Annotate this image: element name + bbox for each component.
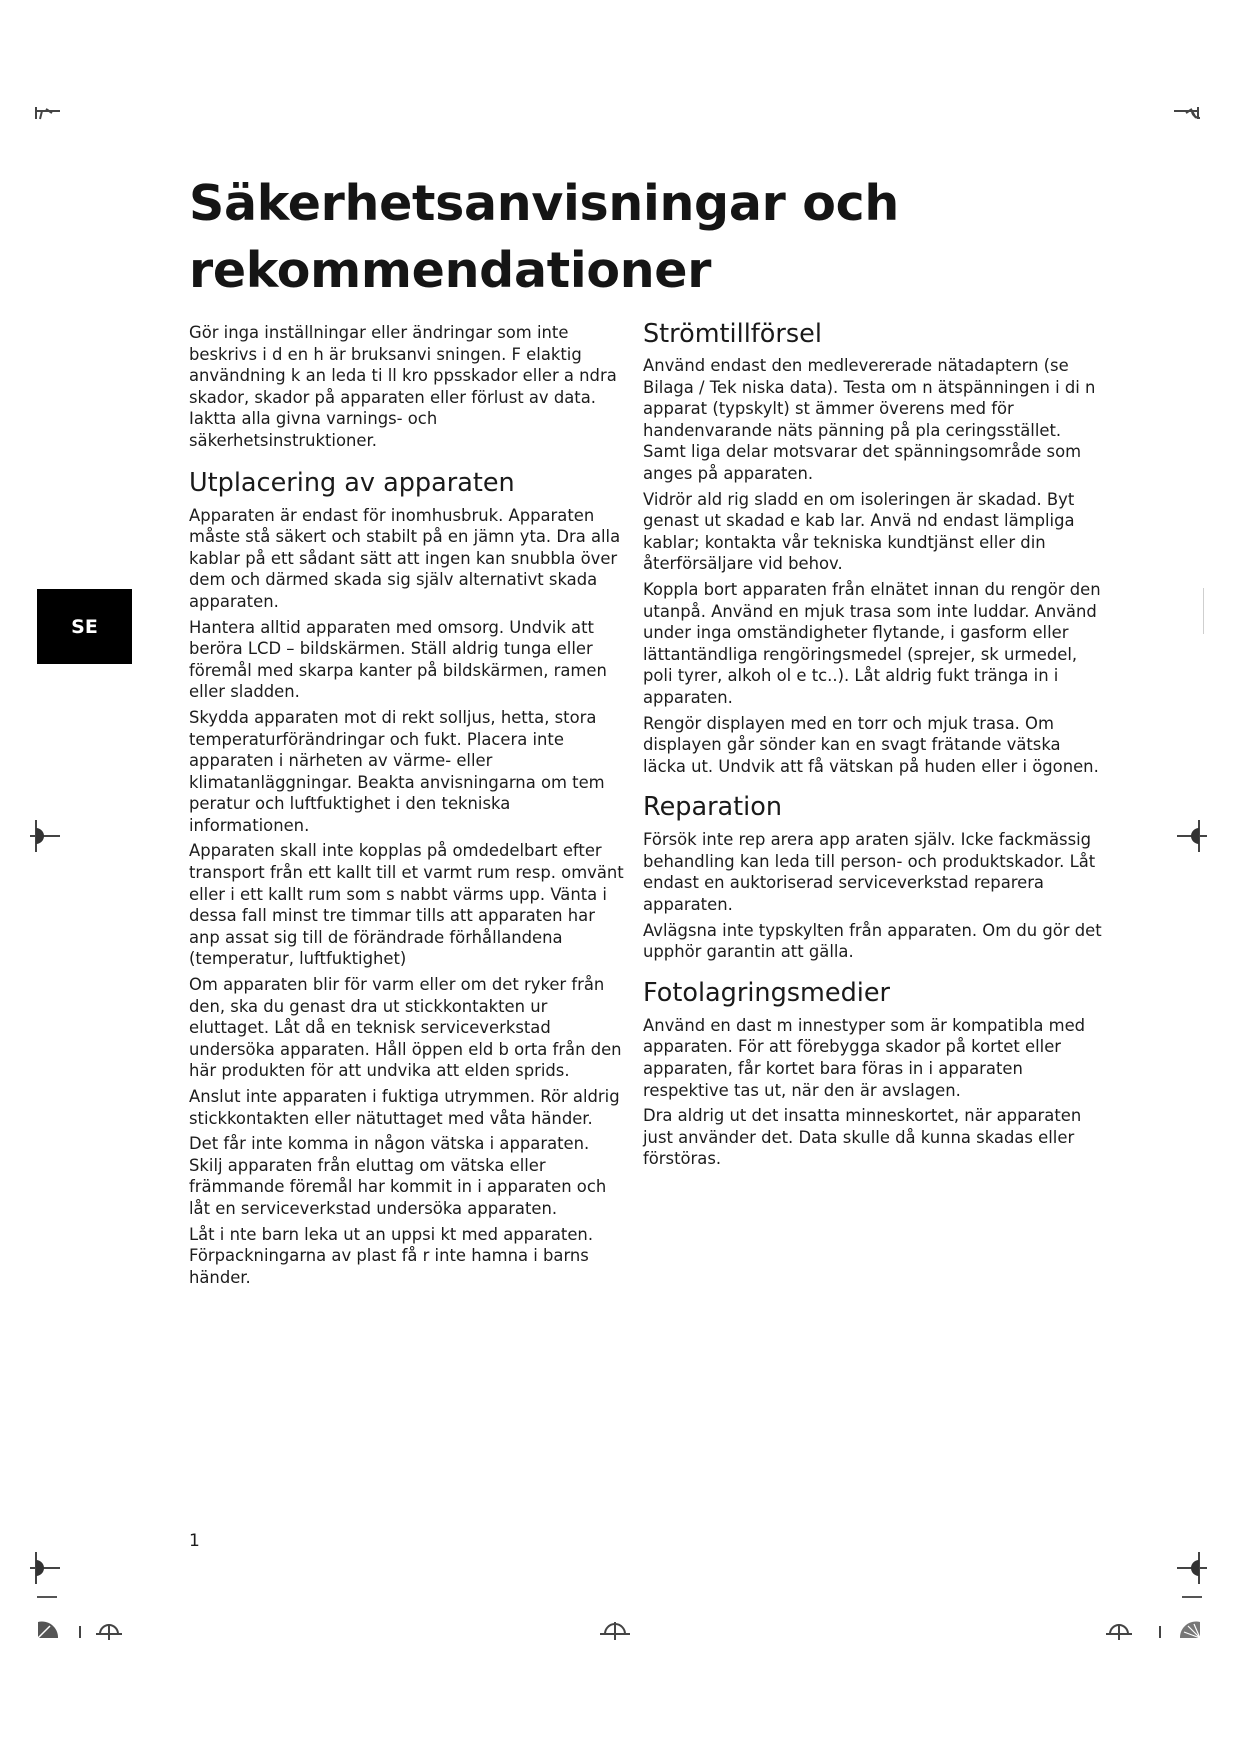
- language-tab-label: SE: [71, 615, 98, 638]
- paragraph: Om apparaten blir för varm eller om det ryker från den, ska du genast dra ut stickkontakten ur eluttaget. Låt då en teknisk serviceverkstad undersöka apparaten. Håll öppen eld b orta från den här produkten för att undvika att elden sprids.: [189, 975, 622, 1081]
- paragraph: Dra aldrig ut det insatta minneskortet, när apparaten just använder det. Data skulle då kunna skadas eller förstöras.: [643, 1106, 1082, 1169]
- paragraph: Rengör displayen med en torr och mjuk trasa. Om displayen går sönder kan en svagt frätande vätska läcka ut. Undvik att få vätskan på huden eller i ögonen.: [643, 713, 1099, 776]
- registration-mark-icon: [598, 1618, 632, 1640]
- paragraph: Det får inte komma in någon vätska i apparaten. Skilj apparaten från eluttag om vätska eller främmande föremål har kommit in i apparaten och låt en serviceverkstad undersöka apparaten.: [189, 1134, 607, 1218]
- paragraph: Hantera alltid apparaten med omsorg. Undvik att beröra LCD – bildskärmen. Ställ aldrig tunga eller föremål med skarpa kanter på bildskärmen, ramen eller sladden.: [189, 617, 607, 702]
- left-column: [189, 322, 627, 1292]
- section-heading-placering: Utplacering av apparaten: [189, 467, 515, 498]
- registration-mark-icon: [1175, 1550, 1207, 1586]
- right-column: [643, 319, 1105, 1174]
- paragraph: Anslut inte apparaten i fuktiga utrymmen. Rör aldrig stickkontakten eller nätuttaget med våta händer.: [189, 1087, 620, 1128]
- paragraph: Vidrör ald rig sladd en om isoleringen är skadad. Byt genast ut skadad e kab lar. Anvä nd endast lämpliga kablar; kontakta vår tekniska kundtjänst eller din återförsäljare vid behov.: [643, 489, 1075, 574]
- page-title: Säkerhetsanvisningar och rekommendationer: [189, 175, 899, 299]
- language-tab: [37, 589, 132, 664]
- registration-mark-icon: [30, 1550, 62, 1586]
- section-heading-strom: Strömtillförsel: [643, 319, 822, 349]
- paragraph: Avlägsna inte typskylten från apparaten. Om du gör det upphör garantin att gälla.: [643, 920, 1102, 962]
- crop-mark-icon: [1170, 98, 1206, 128]
- paragraph: Skydda apparaten mot di rekt solljus, hetta, stora temperaturförändringar och fukt. Placera inte apparaten i närheten av värme- eller klimatanläggningar. Beakta anvisningarna om tem peratur och luftfuktighet i den tekniska informationen.: [189, 707, 605, 835]
- paragraph: Använd en dast m innestyper som är kompatibla med apparaten. För att förebygga skador på kortet eller apparaten, får kortet bara föras in i apparaten respektive tas ut, när den är avslagen.: [643, 1015, 1086, 1100]
- crop-line: [37, 1596, 57, 1598]
- section-heading-reparation: Reparation: [643, 792, 783, 823]
- paragraph: Apparaten skall inte kopplas på omdedelbart efter transport från ett kallt till et varmt rum resp. omvänt eller i ett kallt rum som s nabbt värms upp. Vänta i dessa fall minst tre timmar tills att apparaten har anp assat sig till de förändrade förhållandena (temperatur, luftfuktighet): [189, 841, 624, 969]
- crop-line: [1182, 1596, 1202, 1598]
- paragraph: Försök inte rep arera app araten själv. Icke fackmässig behandling kan leda till person- och produktskador. Låt endast en auktoriserad serviceverkstad reparera apparaten.: [643, 830, 1096, 915]
- page-number: 1: [189, 1531, 200, 1551]
- registration-mark-icon: [30, 818, 62, 854]
- crop-mark-icon: [30, 98, 66, 128]
- registration-mark-icon: [1175, 818, 1207, 854]
- paragraph: Koppla bort apparaten från elnätet innan du rengör den utanpå. Använd en mjuk trasa som inte luddar. Använd under inga omständigheter flytande, i gasform eller lättantändliga rengöringsmedel (sprejer, sk urmedel, poli tyrer, alkoh ol e tc..). Låt aldrig fukt tränga in i apparaten.: [643, 579, 1101, 707]
- paragraph: Använd endast den medlevererade nätadaptern (se Bilaga / Tek niska data). Testa om n ätspänningen i di n apparat (typskylt) st ämmer överens med för handenvarande näts pänning på pla ceringsstället. Samt liga delar motsvarar det spänningsområde som anges på apparaten.: [643, 356, 1096, 483]
- section-heading-foto: Fotolagringsmedier: [643, 977, 891, 1008]
- margin-rule: [1203, 588, 1204, 634]
- intro-paragraph: Gör inga inställningar eller ändringar som inte beskrivs i d en h är bruksanvi sningen. F elaktig användning k an leda ti ll kro ppsskador eller a ndra skador, skador på apparaten eller förlust av data. Iaktta alla givna varnings- och säkerhetsinstruktioner.: [189, 323, 617, 450]
- paragraph: Apparaten är endast för inomhusbruk. Apparaten måste stå säkert och stabilt på en jämn yta. Dra alla kablar på ett sådant sätt att ingen kan snubbla över dem och därmed skada sig själv alternativt skada apparaten.: [189, 505, 621, 611]
- color-wheel-mark-icon: [1104, 1618, 1204, 1640]
- color-wheel-mark-icon: [36, 1618, 136, 1640]
- paragraph: Låt i nte barn leka ut an uppsi kt med apparaten. Förpackningarna av plast få r inte hamna i barns händer.: [189, 1224, 594, 1287]
